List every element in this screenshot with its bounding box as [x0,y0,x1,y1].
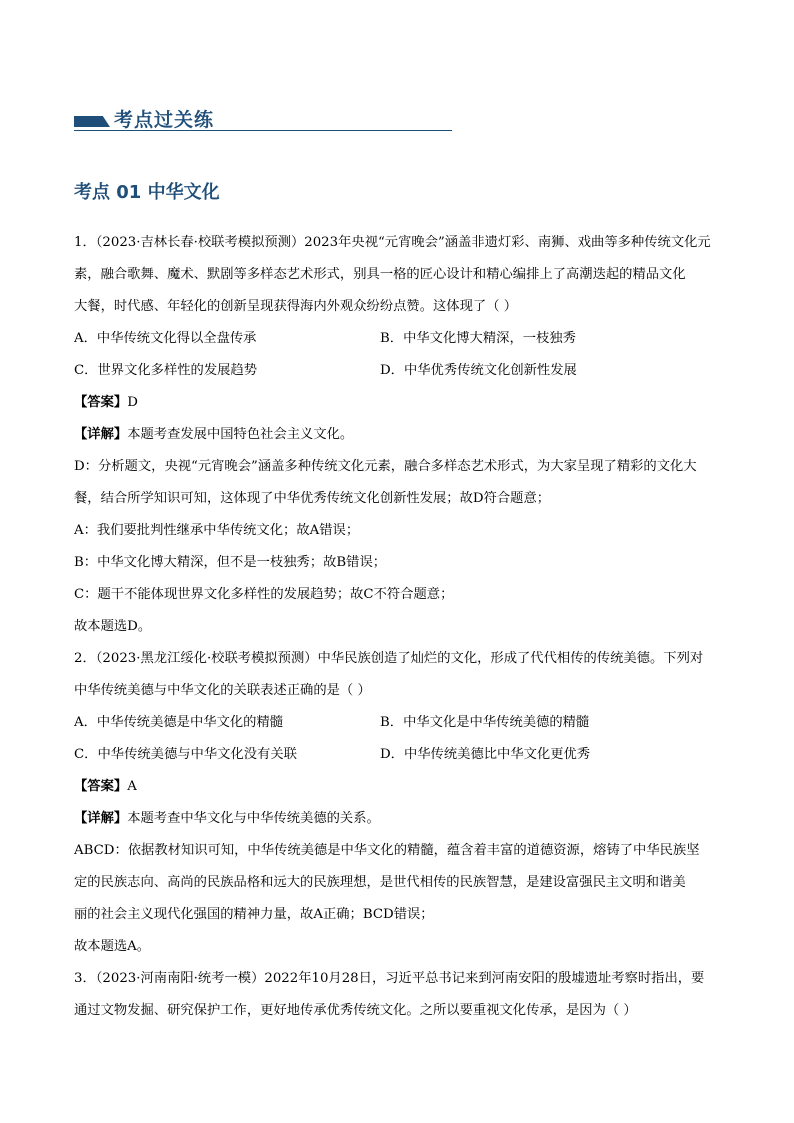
detail-intro: 本题考查中华文化与中华传统美德的关系。 [127,811,380,826]
answer-value: D [127,395,138,410]
banner-underline [74,130,452,131]
q2-stem-line: 中华传统美德与中华文化的关联表述正确的是（ ） [74,683,371,698]
q1-stem-line: 大餐，时代感、年轻化的创新呈现获得海内外观众纷纷点赞。这体现了（ ） [74,299,518,314]
q1-option-a: A．中华传统文化得以全盘传承 [74,331,257,346]
answer-value: A [127,779,137,794]
q2-analysis-line: 丽的社会主义现代化强国的精神力量，故A正确；BCD错误； [74,907,434,922]
answer-label: 【答案】 [74,395,128,410]
q1-analysis-line: D：分析题文，央视“元宵晚会”涵盖多种传统文化元素，融合多样态艺术形式，为大家呈现了精彩的文化大 [74,459,697,474]
q2-conclusion: 故本题选A。 [74,939,151,954]
banner-title: 考点过关练 [114,109,215,131]
q1-analysis-line: A：我们要批判性继承中华传统文化；故A错误； [74,523,360,538]
detail-intro: 本题考查发展中国特色社会主义文化。 [127,427,354,442]
q3-stem-line: 3．（2023·河南南阳·统考一模）2022年10月28日，习近平总书记来到河南安阳的殷墟遗址考察时指出，要 [74,971,705,986]
section-banner [74,104,452,134]
q3-stem-line: 通过文物发掘、研究保护工作，更好地传承优秀传统文化。之所以要重视文化传承，是因为（ ） [74,1003,637,1018]
detail-label: 【详解】 [74,427,128,442]
q2-detail [74,811,380,827]
q2-option-a: A．中华传统美德是中华文化的精髓 [74,715,284,730]
q2-option-b: B．中华文化是中华传统美德的精髓 [380,715,590,730]
q1-conclusion: 故本题选D。 [74,619,152,634]
q2-answer [74,779,137,795]
q1-option-c: C．世界文化多样性的发展趋势 [74,363,258,378]
q2-analysis-line: ABCD：依据教材知识可知，中华传统美德是中华文化的精髓，蕴含着丰富的道德资源，熔铸了中华民族坚 [74,843,700,858]
q2-option-c: C．中华传统美德与中华文化没有关联 [74,747,297,762]
q1-detail [74,427,353,443]
banner-decoration [74,116,110,127]
q1-stem-line: 1．（2023·吉林长春·校联考模拟预测）2023年央视“元宵晚会”涵盖非遗灯彩、南狮、戏曲等多种传统文化元 [74,235,711,250]
q1-option-d: D．中华优秀传统文化创新性发展 [380,363,577,378]
q2-stem-line: 2．（2023·黑龙江绥化·校联考模拟预测）中华民族创造了灿烂的文化，形成了代代相传的传统美德。下列对 [74,651,704,666]
q2-option-d: D．中华传统美德比中华文化更优秀 [380,747,591,762]
q1-option-b: B．中华文化博大精深，一枝独秀 [380,331,576,346]
section-title: 考点 01 中华文化 [74,182,220,203]
q1-stem-line: 素，融合歌舞、魔术、默剧等多样态艺术形式，别具一格的匠心设计和精心编排上了高潮迭起的精品文化 [74,267,686,282]
q1-analysis-line: 餐，结合所学知识可知，这体现了中华优秀传统文化创新性发展；故D符合题意； [74,491,551,506]
q2-analysis-line: 定的民族志向、高尚的民族品格和远大的民族理想，是世代相传的民族智慧，是建设富强民主文明和谐美 [74,875,686,890]
detail-label: 【详解】 [74,811,128,826]
q1-answer [74,395,138,411]
q1-analysis-line: B：中华文化博大精深，但不是一枝独秀；故B错误； [74,555,387,570]
answer-label: 【答案】 [74,779,128,794]
q1-analysis-line: C：题干不能体现世界文化多样性的发展趋势；故C不符合题意； [74,587,454,602]
